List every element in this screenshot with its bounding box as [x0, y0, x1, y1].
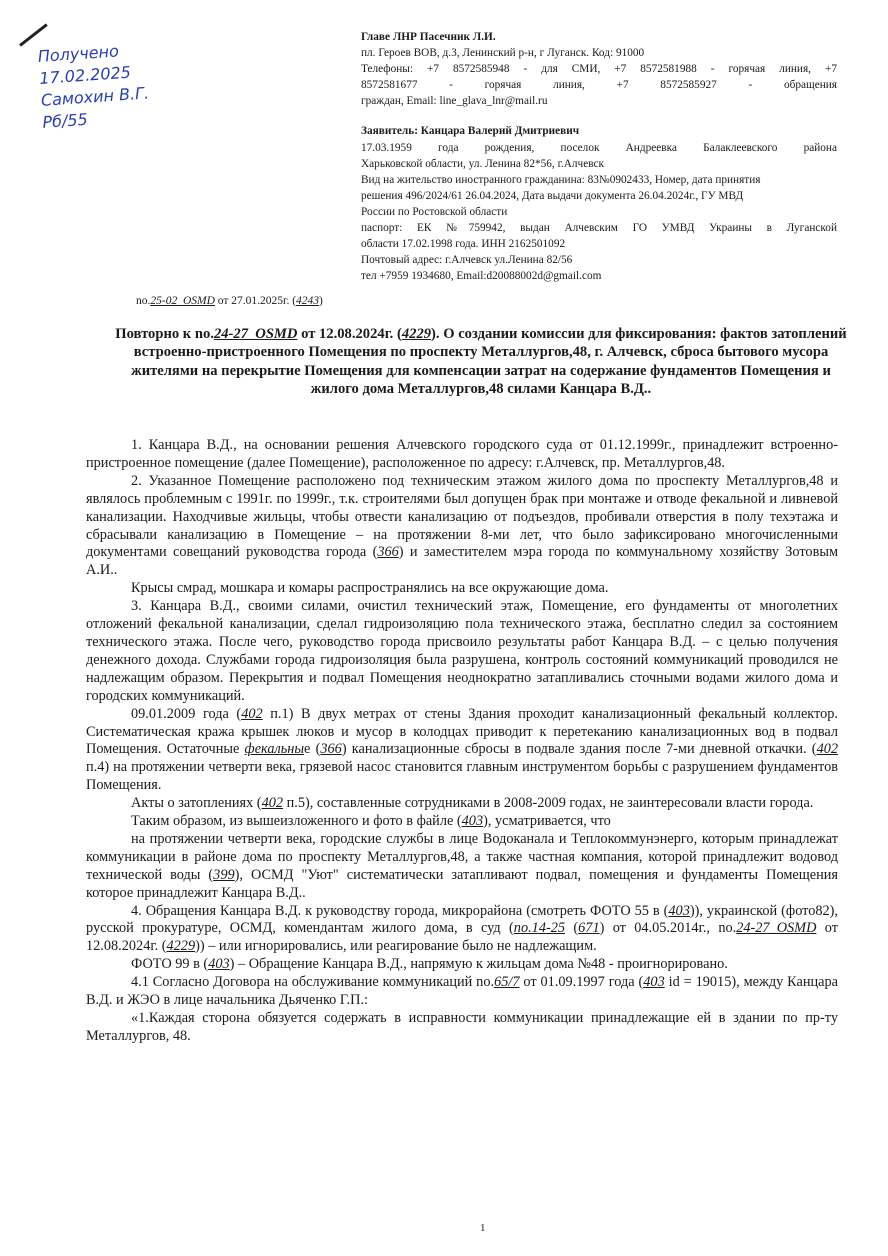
reference-id-link[interactable]: 4243	[296, 295, 320, 307]
doc-link-402b[interactable]: 402	[816, 741, 839, 758]
applicant-line-4: решения 496/2024/61 26.04.2024, Дата выдачи документа 26.04.2024г., ГУ МВД	[361, 189, 744, 202]
reference-number: no.25-02_OSMD от 27.01.2025г. (4243)	[136, 295, 323, 307]
doc-link-403c[interactable]: 403	[208, 956, 230, 973]
paragraph-5: Акты о затоплениях (402 п.5), составленные сотрудниками в 2008-2009 годах, не заинтересовали власти города.	[131, 795, 814, 812]
title-id-link[interactable]: 4229	[401, 326, 432, 342]
doc-link-403[interactable]: 403	[461, 813, 484, 830]
paragraph-3: 3. Канцара В.Д., своими силами, очистил технический этаж, Помещение, его фундаменты от многолетних отложений фекальной канализации, сделал гидроизоляцию пола технического этажа, бесплатно следил за состоянием технического этажа. После чего, руководство города присвоило результаты работ Канцара В.Д. – с целью получения денежного дохода. Службами города гидроизоляция была разрушена, контроль состояний коммуникаций проводился не надлежащим образом. Перекрытия и подвал Помещения неоднократно затапливались сточными водами жилого дома и городских коммуникаций.	[86, 598, 838, 704]
header-block	[361, 29, 837, 284]
hand-signature: Рб/55	[41, 109, 89, 132]
addressee-phones-2: 8572581677 - горячая линия, +7 8572585927 - обращения	[361, 79, 837, 92]
paragraph-9: 4.1 Согласно Договора на обслуживание коммуникаций no.65/7 от 01.09.1997 года (403 id = 19015), между Канцара В.Д. и ЖЭО в лице начальника Дьяченко Г.П.:	[86, 974, 839, 1009]
doc-link-24-27[interactable]: 24-27_OSMD	[736, 920, 817, 937]
doc-link-65-7[interactable]: 65/7	[494, 974, 520, 991]
hand-name: Самохин В.Г.	[40, 83, 150, 110]
paragraph-6: Таким образом, из вышеизложенного и фото в файле (403), усматривается, что	[131, 813, 611, 830]
doc-link-399[interactable]: 399	[213, 866, 235, 883]
title-ref-link[interactable]: 24-27_OSMD	[213, 326, 298, 342]
applicant-line-2: Харьковской области, ул. Ленина 82*56, г.Алчевск	[361, 157, 605, 170]
paragraph-2c: Крысы смрад, мошкара и комары распространялись на все окружающие дома.	[131, 580, 609, 597]
doc-link-14-25[interactable]: no.14-25	[513, 920, 566, 937]
doc-link-402c[interactable]: 402	[261, 795, 284, 812]
paragraph-4: 09.01.2009 года (402 п.1) В двух метрах от стены Здания проходит канализационный фекальный коллектор. Систематическая кража крышек люков и мусор в колодцах приводит к перетеканию канализационных вод в подвал Помещения. Остаточные фекальные (366) канализационные сбросы в подвале здания после 7-ми дневной откачки. (402 п.4) на протяжении четверти века, грязевой насос становится главным инструментом борьбы с разрушением фундаментов Помещения.	[86, 705, 839, 794]
document-body	[86, 432, 838, 1046]
reference-link[interactable]: 25-02_OSMD	[150, 295, 215, 307]
paragraph-8: ФОТО 99 в (403) – Обращение Канцара В.Д., напрямую к жильцам дома №48 - проигнорировано.	[131, 956, 728, 973]
document-title: Повторно к no.24-27_OSMD от 12.08.2024г. (4229). О создании комиссии для фиксирования: фактов затоплений встроенно-пристроенного Помещения по проспекту Металлургов,48, г. Алчевск, сброса бытового мусора жителями на перекрытие Помещения для компенсации затрат на содержание фундаментов Помещения и жилого дома Металлургов,48 силами Канцара В.Д..	[115, 326, 847, 398]
paragraph-10: «1.Каждая сторона обязуется содержать в исправности коммуникации принадлежащие ей в здании по пр-ту Металлургов, 48.	[86, 1010, 838, 1044]
addressee-address: пл. Героев ВОВ, д.3, Ленинский р-н, г Луганск. Код: 91000	[361, 47, 645, 60]
applicant-line-8: Почтовый адрес: г.Алчевск ул.Ленина 82/56	[361, 254, 573, 267]
applicant-line-1: 17.03.1959 года рождения, поселок Андреевка Балаклеевского района	[361, 141, 837, 154]
pen-stroke	[19, 23, 48, 46]
doc-link-403b[interactable]: 403	[668, 902, 690, 919]
applicant-label: Заявитель: Канцара Валерий Дмитриевич	[361, 125, 580, 138]
hand-date: 17.02.2025	[38, 62, 132, 88]
doc-link-403d[interactable]: 403	[643, 974, 665, 991]
applicant-line-7: области 17.02.1998 года. ИНН 2162501092	[361, 238, 566, 251]
doc-link-671[interactable]: 671	[578, 920, 600, 937]
paragraph-2: 2. Указанное Помещение расположено под техническим этажом жилого дома по проспекту Металлургов,48 и являлось проблемным с 1991г. по 1999г., т.к. строителями был допущен брак при монтаже и отводе фекальной и ливневой канализации. Находчивые жильцы, чтобы отвести канализацию от подъездов, пробивали отверстия в полу техэтажа и сбрасывали канализацию в Помещение – на протяжении 8-ми лет, что было зафиксировано многочисленными документами совещаний руководства города (366) и заместителем мэра города по коммунальному хозяйству Зотовым А.И..	[86, 472, 838, 579]
addressee-phones-1: Телефоны: +7 8572585948 - для СМИ, +7 8572581988 - горячая линия, +7	[361, 63, 837, 76]
page-number: 1	[480, 1222, 486, 1234]
applicant-line-3: Вид на жительство иностранного гражданина: 83№0902433, Номер, дата принятия	[361, 173, 761, 186]
doc-link-4229[interactable]: 4229	[166, 938, 196, 955]
applicant-line-6: паспорт: ЕК №759942, выдан Алчевским ГО УМВД Украины в Луганской	[361, 222, 837, 235]
paragraph-1: 1. Канцара В.Д., на основании решения Алчевского городского суда от 01.12.1999г., принадлежит встроенно-пристроенное помещение (далее Помещение), расположенное по адресу: г.Алчевск, пр. Металлургов,48.	[86, 437, 838, 471]
paragraph-6c: на протяжении четверти века, городские службы в лице Водоканала и Теплокоммунэнерго, которым принадлежат коммуникации в районе дома по проспекту Металлургов,48, а также частная компания, которой принадлежит водовод технической воды (399), ОСМД "Уют" систематически затапливают подвал, помещения и фундаменты Помещения которое принадлежит Канцара В.Д..	[86, 830, 838, 901]
applicant-line-5: России по Ростовской области	[361, 205, 508, 218]
paragraph-7: 4. Обращения Канцара В.Д. к руководству города, микрорайона (смотреть ФОТО 55 в (403)), украинской (фото82), русской прокуратуре, ОСМД, комендантам жилого дома, в суд (no.14-25 (671) от 04.05.2014г., no.24-27_OSMD от 12.08.2024г. (4229)) – или игнорировались, или реагирование было не надлежащим.	[86, 902, 838, 955]
doc-link-366b[interactable]: 366	[320, 741, 342, 758]
doc-link-366[interactable]: 366	[377, 544, 399, 561]
addressee-name: Главе ЛНР Пасечник Л.И.	[361, 31, 496, 43]
addressee-phones-3: граждан, Email: line_glava_lnr@mail.ru	[361, 95, 548, 108]
receipt-stamp-handwritten	[37, 34, 213, 134]
hand-received: Получено	[37, 41, 120, 66]
doc-link-402[interactable]: 402	[241, 705, 263, 722]
doc-link-fekal[interactable]: фекальны	[244, 741, 305, 758]
applicant-line-9: тел +7959 1934680, Email:d20088002d@gmail.com	[361, 270, 602, 283]
